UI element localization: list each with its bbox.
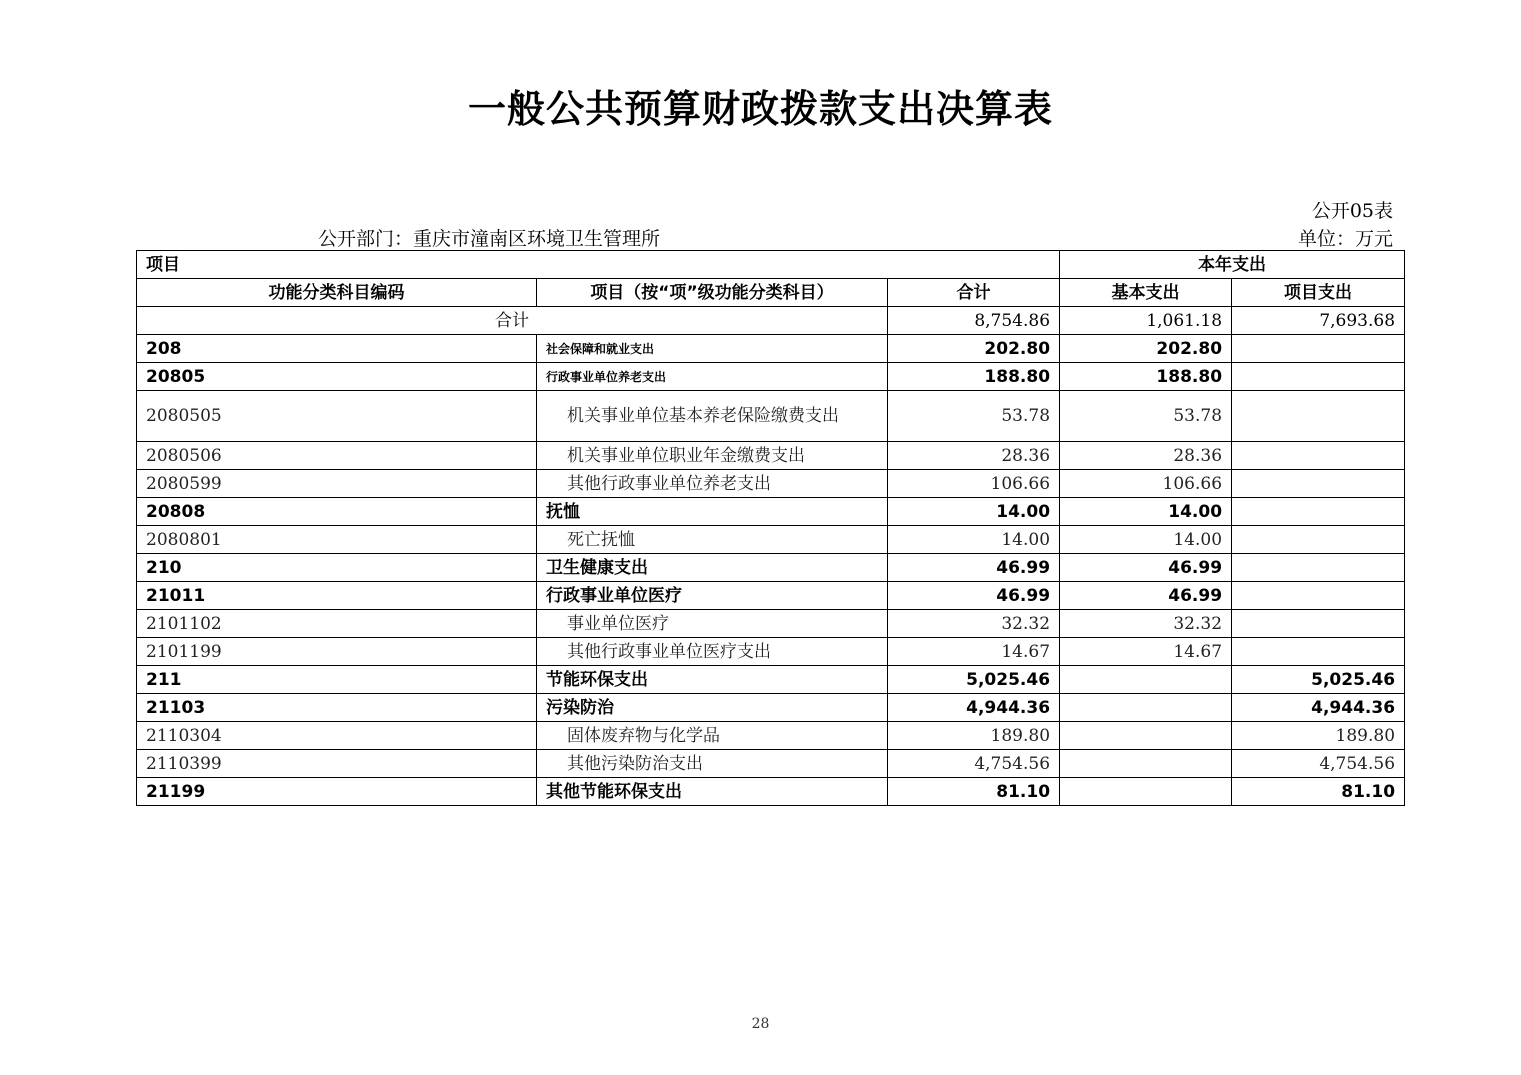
row-item-name: 行政事业单位养老支出 — [537, 363, 888, 391]
table-row — [137, 694, 1405, 722]
row-basic: 188.80 — [1060, 363, 1232, 391]
row-total: 4,944.36 — [888, 694, 1060, 722]
header-item: 项目 — [137, 251, 1060, 279]
row-total: 14.67 — [888, 638, 1060, 666]
department-label: 公开部门：重庆市潼南区环境卫生管理所 — [318, 228, 661, 250]
row-project — [1232, 498, 1405, 526]
row-project: 81.10 — [1232, 778, 1405, 806]
unit-label: 单位：万元 — [1297, 228, 1393, 250]
total-label: 合计 — [137, 307, 888, 335]
row-total: 5,025.46 — [888, 666, 1060, 694]
row-item-name: 行政事业单位医疗 — [537, 582, 888, 610]
table-row — [137, 666, 1405, 694]
budget-table — [136, 250, 1405, 806]
row-basic: 14.00 — [1060, 498, 1232, 526]
row-basic: 28.36 — [1060, 442, 1232, 470]
total-basic: 1,061.18 — [1060, 307, 1232, 335]
total-total: 8,754.86 — [888, 307, 1060, 335]
row-project — [1232, 582, 1405, 610]
header-item-name: 项目（按“项”级功能分类科目） — [537, 279, 888, 307]
row-item-name: 污染防治 — [537, 694, 888, 722]
row-code: 21103 — [137, 694, 537, 722]
row-code: 21011 — [137, 582, 537, 610]
table-row — [137, 526, 1405, 554]
table-row — [137, 722, 1405, 750]
row-total: 81.10 — [888, 778, 1060, 806]
header-basic: 基本支出 — [1060, 279, 1232, 307]
row-project: 4,944.36 — [1232, 694, 1405, 722]
row-code: 211 — [137, 666, 537, 694]
table-row — [137, 363, 1405, 391]
table-row — [137, 638, 1405, 666]
row-total: 32.32 — [888, 610, 1060, 638]
row-code: 210 — [137, 554, 537, 582]
row-item-name: 机关事业单位基本养老保险缴费支出 — [537, 391, 888, 442]
row-item-name: 其他污染防治支出 — [537, 750, 888, 778]
header-row-1 — [137, 251, 1405, 279]
row-item-name: 机关事业单位职业年金缴费支出 — [537, 442, 888, 470]
row-total: 14.00 — [888, 498, 1060, 526]
row-basic: 53.78 — [1060, 391, 1232, 442]
row-basic: 14.00 — [1060, 526, 1232, 554]
row-project — [1232, 610, 1405, 638]
form-number: 公开05表 — [1311, 200, 1393, 222]
row-total: 4,754.56 — [888, 750, 1060, 778]
row-basic: 202.80 — [1060, 335, 1232, 363]
row-total: 46.99 — [888, 582, 1060, 610]
row-total: 188.80 — [888, 363, 1060, 391]
total-project: 7,693.68 — [1232, 307, 1405, 335]
row-item-name: 事业单位医疗 — [537, 610, 888, 638]
row-code: 20805 — [137, 363, 537, 391]
row-basic: 14.67 — [1060, 638, 1232, 666]
header-total: 合计 — [888, 279, 1060, 307]
total-row — [137, 307, 1405, 335]
table-row — [137, 750, 1405, 778]
row-code: 2101102 — [137, 610, 537, 638]
row-code: 2080599 — [137, 470, 537, 498]
table-row — [137, 442, 1405, 470]
row-code: 2110399 — [137, 750, 537, 778]
table-row — [137, 470, 1405, 498]
table-row — [137, 498, 1405, 526]
row-project — [1232, 638, 1405, 666]
row-total: 28.36 — [888, 442, 1060, 470]
row-total: 53.78 — [888, 391, 1060, 442]
row-code: 2110304 — [137, 722, 537, 750]
row-total: 46.99 — [888, 554, 1060, 582]
row-basic: 106.66 — [1060, 470, 1232, 498]
header-code: 功能分类科目编码 — [137, 279, 537, 307]
table-row — [137, 610, 1405, 638]
page-number: 28 — [751, 1016, 770, 1032]
table-row — [137, 391, 1405, 442]
row-code: 2101199 — [137, 638, 537, 666]
row-basic — [1060, 722, 1232, 750]
table-row — [137, 335, 1405, 363]
header-current-year: 本年支出 — [1060, 251, 1405, 279]
row-project — [1232, 391, 1405, 442]
row-code: 21199 — [137, 778, 537, 806]
row-total: 106.66 — [888, 470, 1060, 498]
row-basic — [1060, 666, 1232, 694]
row-basic — [1060, 694, 1232, 722]
row-item-name: 抚恤 — [537, 498, 888, 526]
row-code: 2080801 — [137, 526, 537, 554]
row-project — [1232, 470, 1405, 498]
row-item-name: 其他节能环保支出 — [537, 778, 888, 806]
row-code: 208 — [137, 335, 537, 363]
row-project — [1232, 363, 1405, 391]
row-total: 202.80 — [888, 335, 1060, 363]
table-row — [137, 554, 1405, 582]
row-basic: 32.32 — [1060, 610, 1232, 638]
row-project: 5,025.46 — [1232, 666, 1405, 694]
header-row-2 — [137, 279, 1405, 307]
row-project — [1232, 526, 1405, 554]
row-project — [1232, 554, 1405, 582]
row-code: 2080505 — [137, 391, 537, 442]
row-project: 4,754.56 — [1232, 750, 1405, 778]
row-project: 189.80 — [1232, 722, 1405, 750]
row-project — [1232, 335, 1405, 363]
row-project — [1232, 442, 1405, 470]
header-project: 项目支出 — [1232, 279, 1405, 307]
row-basic — [1060, 750, 1232, 778]
row-basic: 46.99 — [1060, 582, 1232, 610]
row-item-name: 死亡抚恤 — [537, 526, 888, 554]
row-code: 20808 — [137, 498, 537, 526]
row-item-name: 卫生健康支出 — [537, 554, 888, 582]
row-item-name: 其他行政事业单位医疗支出 — [537, 638, 888, 666]
row-basic: 46.99 — [1060, 554, 1232, 582]
page-title: 一般公共预算财政拨款支出决算表 — [467, 87, 1053, 131]
row-item-name: 节能环保支出 — [537, 666, 888, 694]
table-row — [137, 778, 1405, 806]
row-item-name: 固体废弃物与化学品 — [537, 722, 888, 750]
row-total: 14.00 — [888, 526, 1060, 554]
row-item-name: 其他行政事业单位养老支出 — [537, 470, 888, 498]
row-code: 2080506 — [137, 442, 537, 470]
table-row — [137, 582, 1405, 610]
row-basic — [1060, 778, 1232, 806]
row-item-name: 社会保障和就业支出 — [537, 335, 888, 363]
row-total: 189.80 — [888, 722, 1060, 750]
